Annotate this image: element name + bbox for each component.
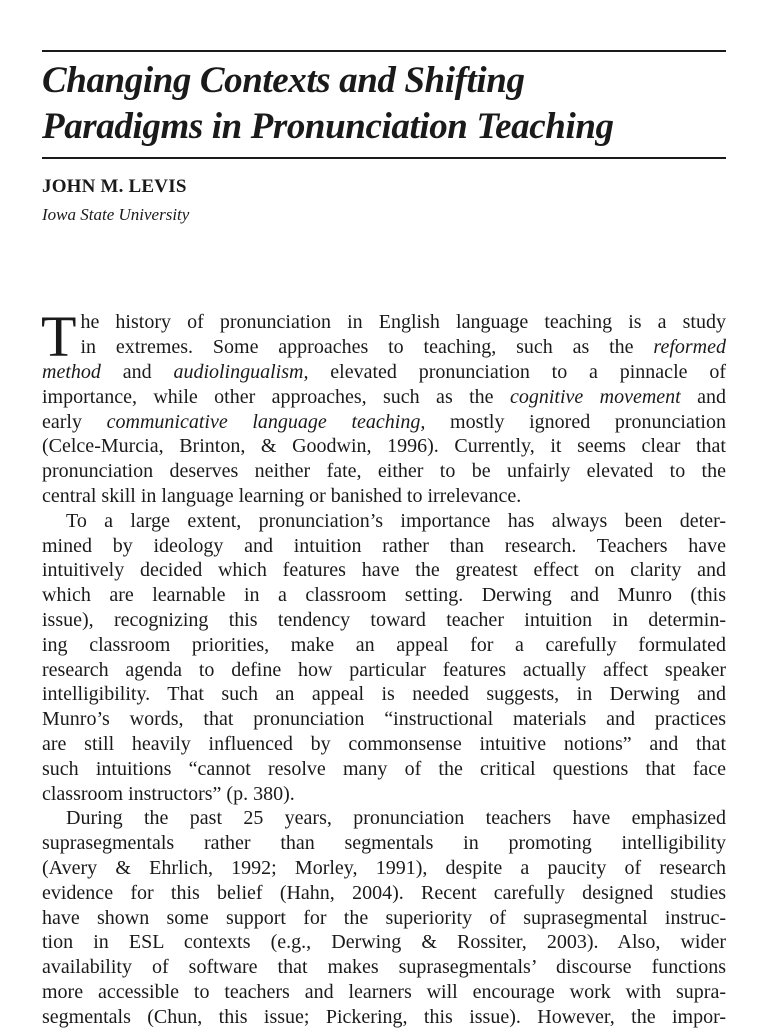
text-line: tion in ESL contexts (e.g., Derwing & Rossiter, 2003). Also, wider	[42, 931, 726, 954]
title-rule-top	[42, 50, 726, 52]
italic-term: audiolingualism,	[173, 361, 309, 383]
article-body	[41, 304, 727, 1030]
italic-term: cognitive movement	[509, 385, 681, 408]
title-rule-bottom	[42, 157, 726, 159]
article-title	[42, 58, 732, 150]
text-line: which are learnable in a classroom setting. Derwing and Munro (this	[42, 584, 726, 607]
text-line: Munro’s words, that pronunciation “instructional materials and practices	[42, 708, 726, 731]
author-name: JOHN M. LEVIS	[42, 176, 187, 197]
text-line: (Avery & Ehrlich, 1992; Morley, 1991), despite a paucity of research	[42, 856, 726, 879]
italic-term: communicative language teaching,	[106, 410, 426, 433]
text-line	[42, 310, 726, 335]
text-line: issue), recognizing this tendency toward teacher intuition in determin-	[42, 608, 726, 631]
text-line: During the past 25 years, pronunciation teachers have emphasized	[66, 807, 726, 830]
text-line	[42, 335, 726, 360]
text-line: mined by ideology and intuition rather than research. Teachers have	[42, 534, 726, 557]
text-line: segmentals (Chun, this issue; Pickering, this issue). However, the impor-	[42, 1005, 726, 1028]
text-run: elevated pronunciation to a pinnacle of	[308, 361, 726, 383]
paragraph-1	[41, 304, 727, 509]
italic-term: method	[42, 361, 101, 383]
text-line	[42, 410, 726, 435]
title-line-1: Changing Contexts and Shifting	[42, 60, 525, 101]
title-line-2: Paradigms in Pronunciation Teaching	[42, 106, 614, 147]
paragraph-2	[42, 509, 726, 807]
text-run: and	[680, 385, 727, 408]
author-affiliation: Iowa State University	[42, 205, 190, 224]
text-line	[42, 385, 726, 410]
text-line: availability of software that makes suprasegmentals’ discourse functions	[42, 956, 726, 979]
text-line: have shown some support for the superiority of suprasegmental instruc-	[42, 906, 726, 929]
text-line	[42, 360, 726, 385]
text-run: early	[42, 410, 107, 433]
text-line: (Celce-Murcia, Brinton, & Goodwin, 1996). Currently, it seems clear that	[42, 435, 726, 458]
text-line: classroom instructors” (p. 380).	[42, 782, 295, 805]
text-line: research agenda to define how particular features actually affect speaker	[42, 658, 726, 681]
text-run: importance, while other approaches, such as the	[42, 385, 510, 408]
text-run: in extremes. Some approaches to teaching, such as the	[80, 335, 654, 358]
text-line: such intuitions “cannot resolve many of the critical questions that face	[42, 757, 726, 780]
text-line: suprasegmentals rather than segmentals in promoting intelligibility	[42, 832, 726, 855]
italic-term: reformed	[653, 335, 726, 358]
text-run: mostly ignored pronunciation	[425, 410, 726, 433]
text-line: central skill in language learning or banished to irrelevance.	[42, 484, 522, 507]
text-line: intelligibility. That such an appeal is needed suggests, in Derwing and	[42, 683, 726, 706]
text-line: evidence for this belief (Hahn, 2004). Recent carefully designed studies	[42, 881, 726, 904]
text-line: intuitively decided which features have the greatest effect on clarity and	[42, 559, 726, 582]
drop-cap: T	[41, 304, 77, 369]
paragraph-3	[42, 806, 726, 1029]
text-line: more accessible to teachers and learners will encourage work with supra-	[42, 980, 726, 1003]
text-line: To a large extent, pronunciation’s importance has always been deter-	[66, 509, 726, 532]
text-line: pronunciation deserves neither fate, either to be unfairly elevated to the	[42, 460, 726, 483]
text-run: and	[100, 361, 174, 383]
text-run: he history of pronunciation in English language teaching is a study	[80, 311, 726, 333]
text-line: are still heavily influenced by commonsense intuitive notions” and that	[42, 732, 726, 755]
text-line: ing classroom priorities, make an appeal for a carefully formulated	[42, 633, 726, 656]
